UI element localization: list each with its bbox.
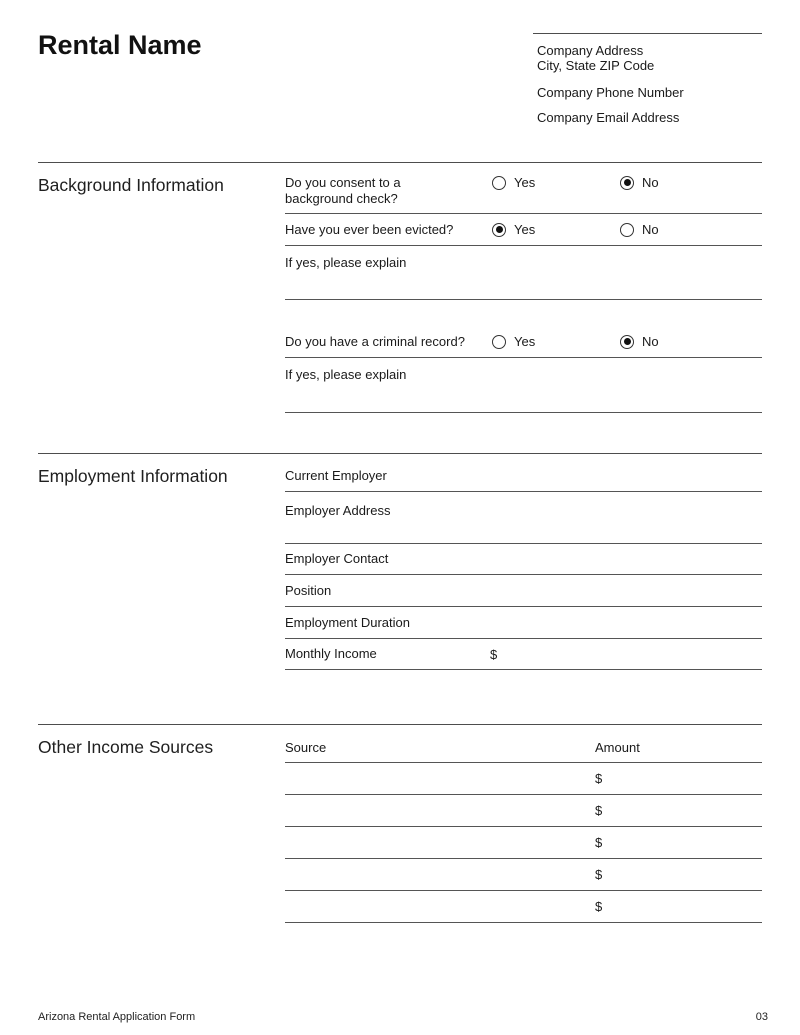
- no-label: No: [642, 175, 659, 190]
- other-income-source-input[interactable]: [285, 842, 595, 843]
- monthly-income-field[interactable]: [285, 639, 762, 670]
- employer-contact-field[interactable]: [285, 544, 762, 575]
- radio-button-icon[interactable]: [620, 335, 634, 349]
- other-income-sources-section: [38, 724, 762, 923]
- other-income-source-input[interactable]: [285, 874, 595, 875]
- dollar-sign: $: [595, 835, 603, 850]
- evicted-question-row: [285, 214, 762, 246]
- company-phone: Company Phone Number: [537, 85, 684, 100]
- other-income-source-input[interactable]: [285, 810, 595, 811]
- employment-information-section: [38, 453, 762, 724]
- monthly-income-label: Monthly Income: [285, 646, 377, 661]
- other-income-source-input[interactable]: [285, 778, 595, 779]
- other-income-row-2[interactable]: [285, 795, 762, 827]
- current-employer-field[interactable]: [285, 454, 762, 492]
- no-label: No: [642, 334, 659, 349]
- company-info-block: [533, 33, 762, 162]
- employment-duration-label: Employment Duration: [285, 614, 410, 630]
- background-section-title: Background Information: [38, 175, 224, 195]
- employer-address-field[interactable]: [285, 492, 762, 544]
- other-income-row-3[interactable]: [285, 827, 762, 859]
- dollar-sign: $: [595, 803, 603, 818]
- criminal-record-yes-option[interactable]: [492, 334, 620, 349]
- other-income-section-title: Other Income Sources: [38, 737, 214, 757]
- background-check-question-label: Do you consent to a background check?: [285, 175, 401, 206]
- radio-button-icon[interactable]: [620, 176, 634, 190]
- company-city-state-zip: City, State ZIP Code: [537, 58, 655, 73]
- criminal-record-question-row: [285, 326, 762, 358]
- employment-section-content: [285, 454, 762, 724]
- yes-label: Yes: [514, 334, 536, 349]
- evicted-explain-field[interactable]: [285, 246, 762, 300]
- criminal-record-explain-field[interactable]: [285, 358, 762, 413]
- footer: [38, 1011, 768, 1023]
- radio-button-icon[interactable]: [492, 335, 506, 349]
- criminal-record-no-option[interactable]: [620, 334, 659, 349]
- evicted-no-option[interactable]: [620, 222, 659, 237]
- employer-address-label: Employer Address: [285, 503, 391, 518]
- radio-button-icon[interactable]: [492, 223, 506, 237]
- evicted-yes-option[interactable]: [492, 222, 620, 237]
- background-check-yes-option[interactable]: [492, 175, 620, 190]
- evicted-question-label: Have you ever been evicted?: [285, 221, 454, 237]
- background-information-section: [38, 162, 762, 453]
- employer-contact-label: Employer Contact: [285, 551, 389, 566]
- criminal-record-question-label: Do you have a criminal record?: [285, 333, 465, 349]
- evicted-explain-label: If yes, please explain: [285, 255, 407, 270]
- company-address: Company Address: [537, 43, 644, 58]
- position-field[interactable]: [285, 575, 762, 607]
- page-title: Rental Name: [38, 30, 202, 60]
- other-income-section-content: [285, 725, 762, 923]
- company-email: Company Email Address: [537, 110, 680, 125]
- page-number: 03: [755, 1011, 768, 1023]
- radio-button-icon[interactable]: [620, 223, 634, 237]
- other-income-header-row: [285, 725, 762, 763]
- header: [38, 0, 762, 162]
- yes-label: Yes: [514, 222, 536, 237]
- dollar-sign: $: [595, 899, 603, 914]
- radio-button-icon[interactable]: [492, 176, 506, 190]
- other-income-row-4[interactable]: [285, 859, 762, 891]
- document-title: Arizona Rental Application Form: [38, 1011, 196, 1023]
- other-income-source-input[interactable]: [285, 906, 595, 907]
- position-label: Position: [285, 582, 332, 598]
- yes-label: Yes: [514, 175, 536, 190]
- dollar-sign: $: [595, 867, 603, 882]
- background-check-no-option[interactable]: [620, 175, 659, 190]
- background-section-content: [285, 163, 762, 453]
- amount-column-header: Amount: [595, 740, 640, 755]
- other-income-row-1[interactable]: [285, 763, 762, 795]
- criminal-record-explain-label: If yes, please explain: [285, 367, 407, 382]
- current-employer-label: Current Employer: [285, 468, 387, 483]
- employment-section-title: Employment Information: [38, 466, 228, 486]
- other-income-row-5[interactable]: [285, 891, 762, 923]
- source-column-header: Source: [285, 740, 327, 755]
- employment-duration-field[interactable]: [285, 607, 762, 639]
- dollar-sign: $: [490, 646, 498, 662]
- dollar-sign: $: [595, 771, 603, 786]
- background-check-question-row: [285, 163, 762, 214]
- no-label: No: [642, 222, 659, 237]
